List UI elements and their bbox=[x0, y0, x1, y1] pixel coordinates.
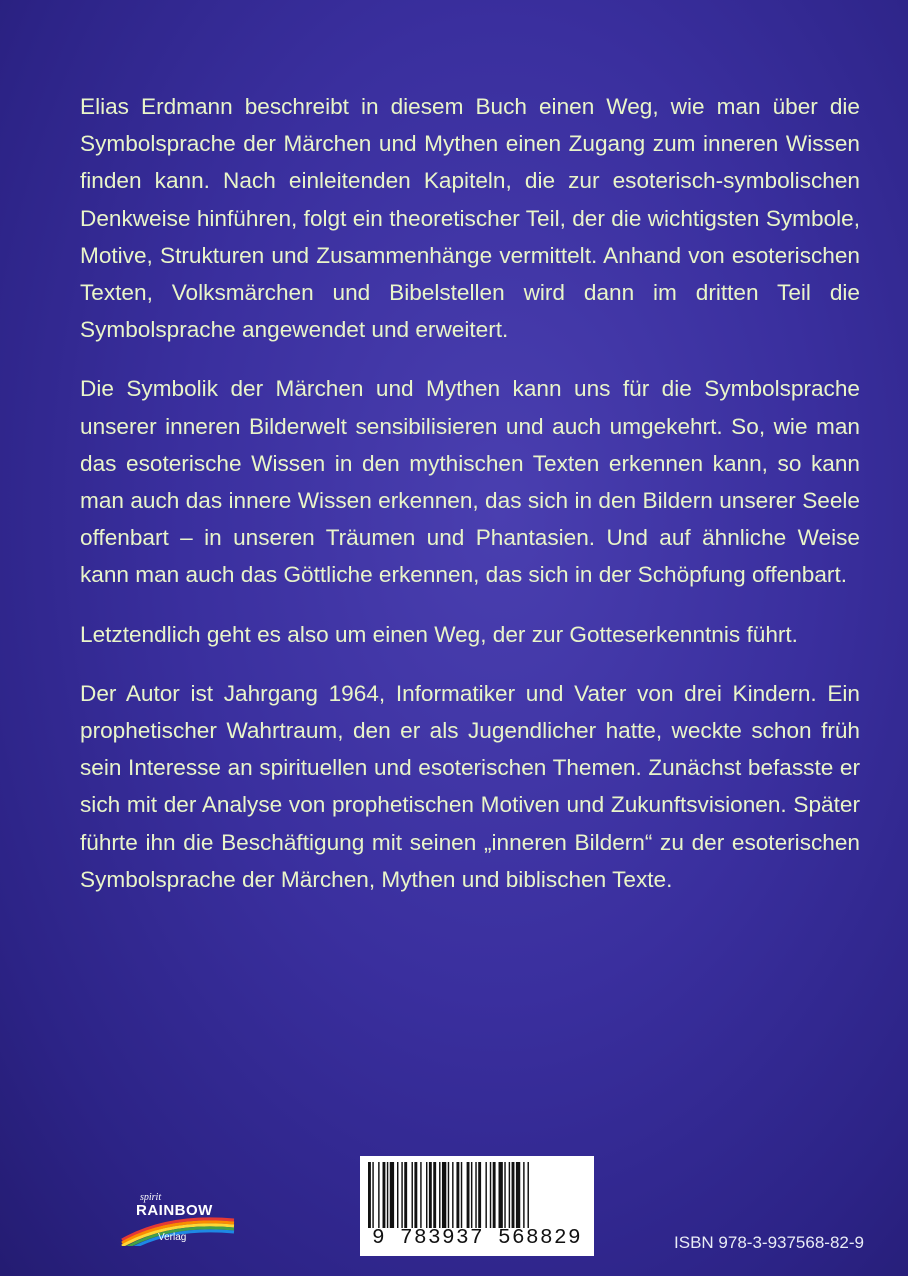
isbn-number: ISBN 978-3-937568-82-9 bbox=[674, 1233, 864, 1252]
blurb-paragraph-1: Elias Erdmann beschreibt in diesem Buch einen Weg, wie man über die Symbolsprache der Märchen und Mythen einen Zugang zum inneren Wissen finden kann. Nach einleitenden Kapiteln, die zur esoterisch-symbolischen Denkweise hinführen, folgt ein theoretischer Teil, der die wichtigsten Symbole, Motive, Strukturen und Zusammenhänge vermittelt. Anhand von esoterischen Texten, Volksmärchen und Bibelstellen wird dann im dritten Teil die Symbolsprache angewendet und erweitert. bbox=[80, 94, 860, 343]
publisher-logo-verlag: Verlag bbox=[158, 1232, 187, 1243]
barcode bbox=[360, 1156, 594, 1256]
barcode-digits: 9 783937 568829 bbox=[371, 1227, 583, 1250]
publisher-logo-rainbow: RAINBOW bbox=[136, 1202, 213, 1219]
blurb-paragraph-4-author-bio: Der Autor ist Jahrgang 1964, Informatiker und Vater von drei Kindern. Ein prophetischer Wahrtraum, den er als Jugendlicher hatte, weckte schon früh sein Interesse an spirituellen und esoterischen Themen. Zunächst befasste er sich mit der Analyse von prophetischen Motiven und Zukunftsvisionen. Später führte ihn die Beschäftigung mit seinen „inneren Bildern“ zu der esoterischen Symbolsprache der Märchen, Mythen und biblischen Texte. bbox=[80, 680, 860, 892]
back-cover-blurb bbox=[80, 88, 860, 920]
publisher-logo-spirit: spirit bbox=[140, 1192, 162, 1203]
publisher-logo bbox=[118, 1192, 238, 1258]
barcode-bars bbox=[368, 1162, 586, 1228]
blurb-paragraph-2: Die Symbolik der Märchen und Mythen kann uns für die Symbolsprache unserer inneren Bilderwelt sensibilisieren und auch umgekehrt. So, wie man das esoterische Wissen in den mythischen Texten erkennen kann, so kann man auch das innere Wissen erkennen, das sich in den Bildern unserer Seele offenbart – in unseren Träumen und Phantasien. Und auf ähnliche Weise kann man auch das Göttliche erkennen, das sich in der Schöpfung offenbart. bbox=[80, 376, 860, 588]
blurb-paragraph-3: Letztendlich geht es also um einen Weg, der zur Gotteserkenntnis führt. bbox=[80, 621, 798, 647]
